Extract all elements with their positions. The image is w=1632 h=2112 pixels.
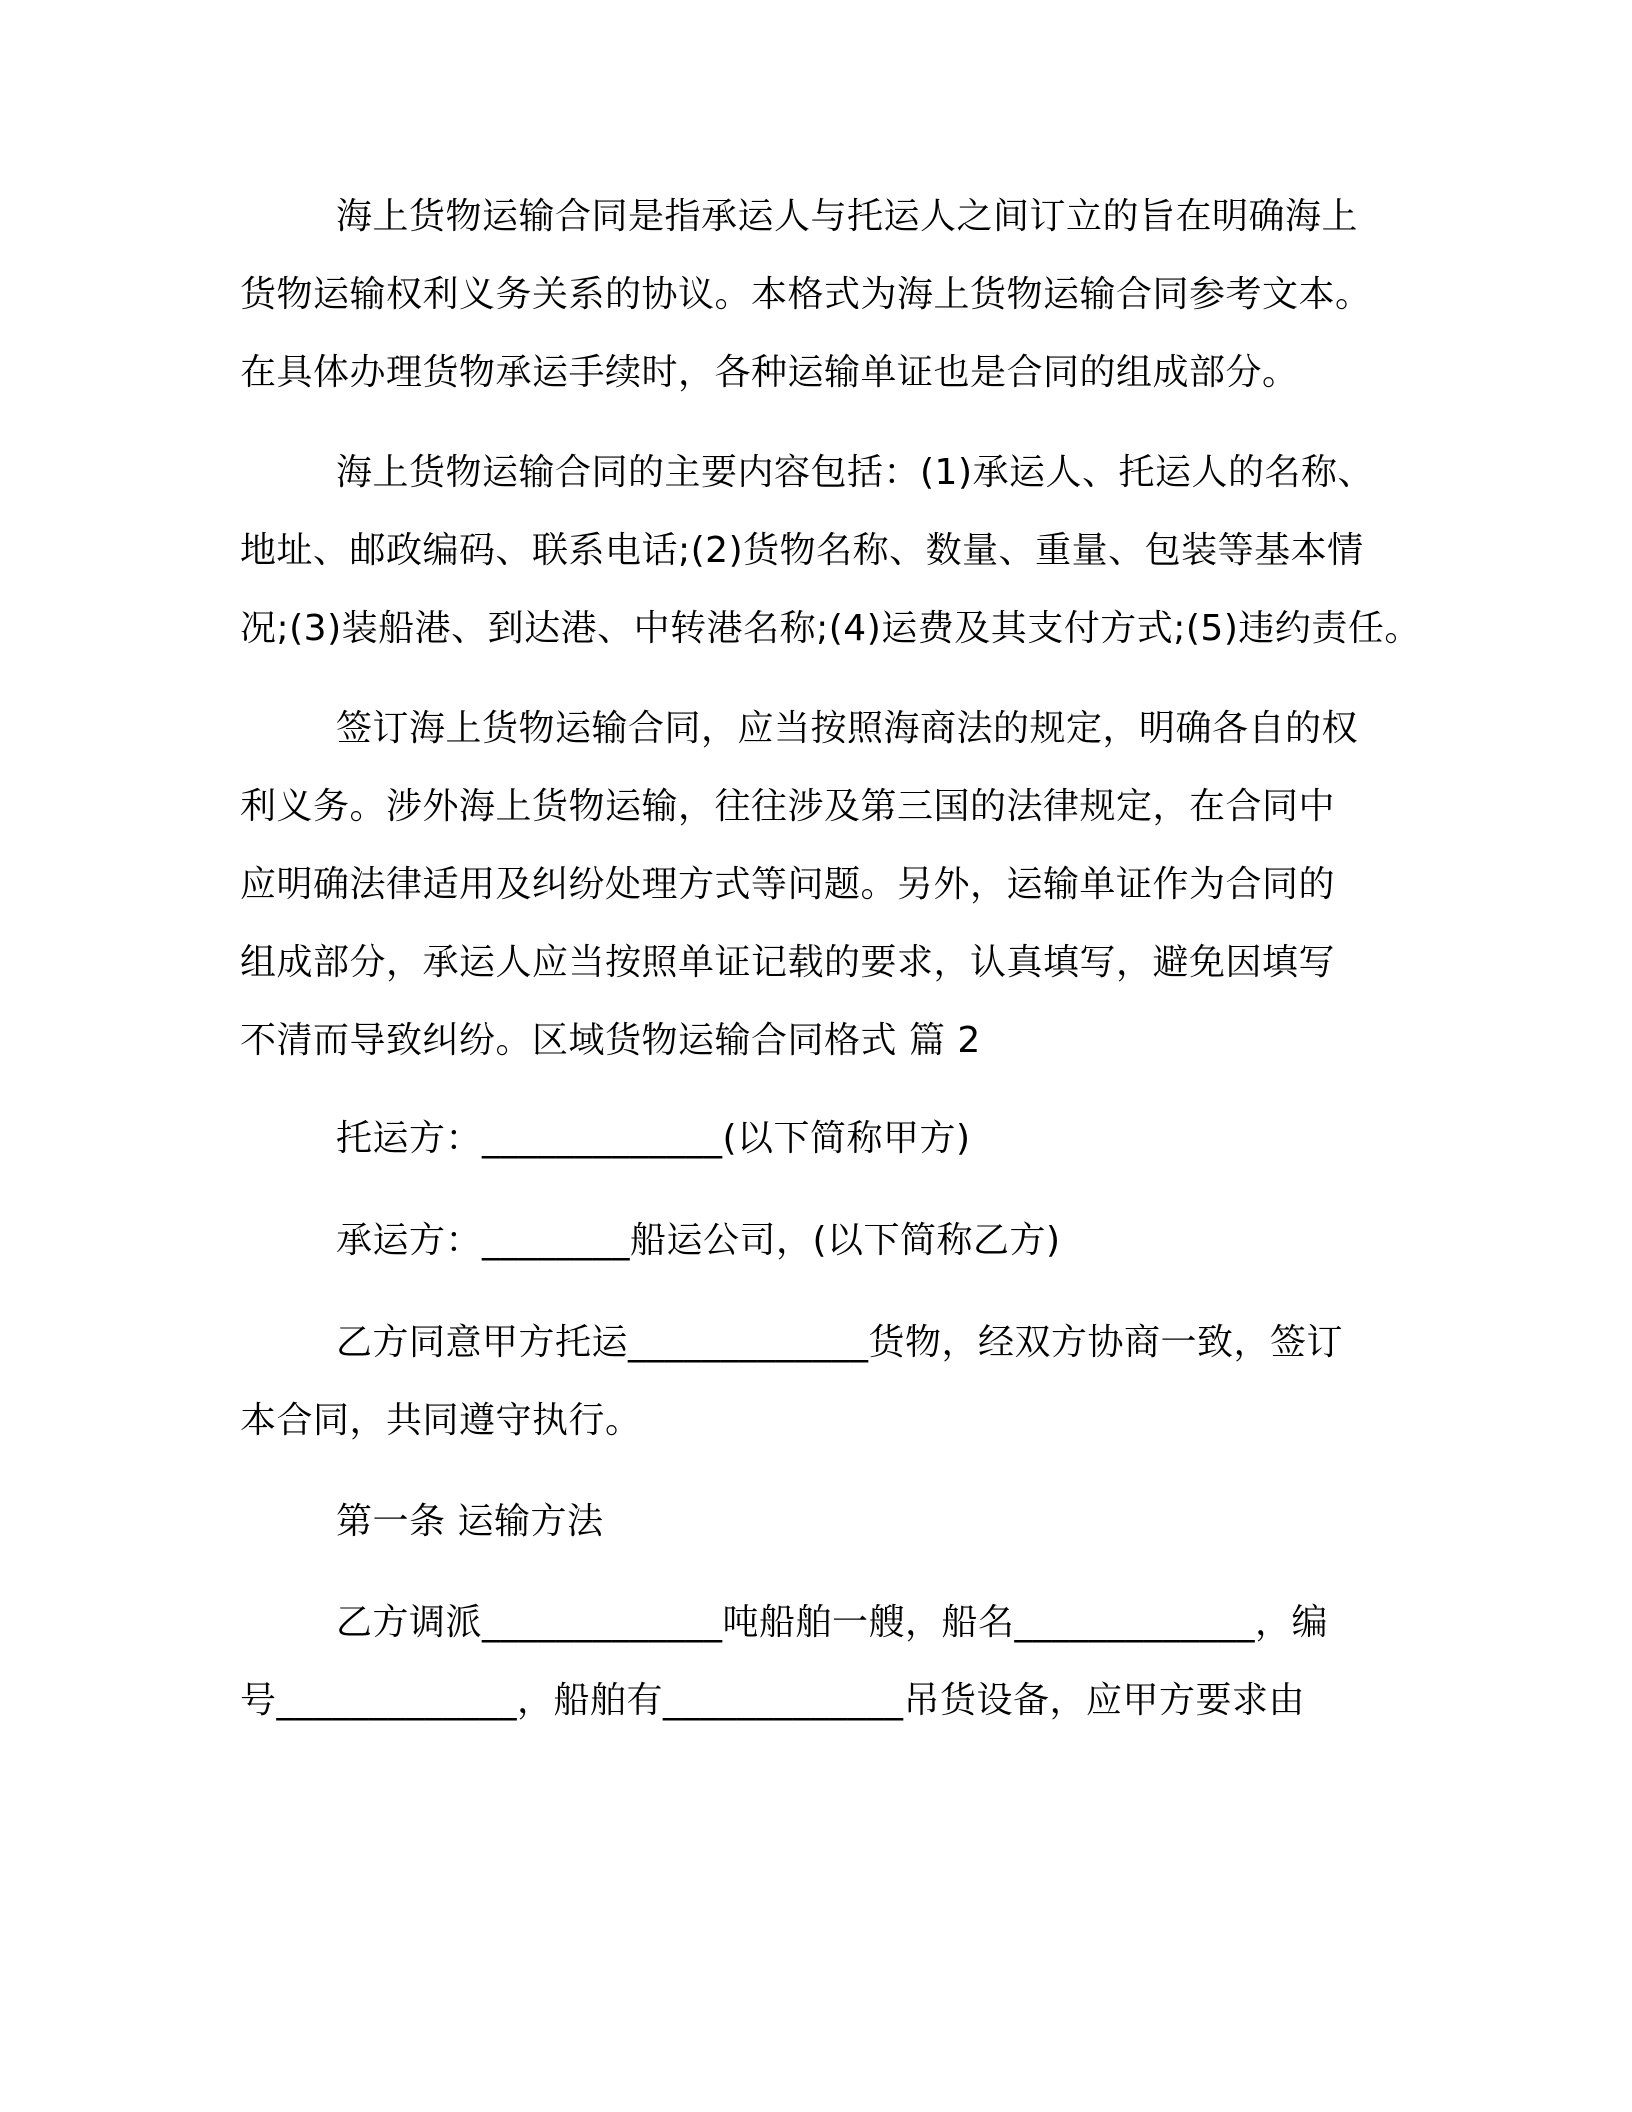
paragraph-line: 号_____________，船舶有_____________吊货设备，应甲方要求由 [240, 1680, 1306, 1721]
paragraph-line: 货物运输权利义务关系的协议。本格式为海上货物运输合同参考文本。 [240, 274, 1372, 315]
paragraph-line: 海上货物运输合同的主要内容包括：(1)承运人、托运人的名称、 [336, 452, 1374, 493]
paragraph-agreement [240, 1304, 1420, 1460]
paragraph-line: 不清而导致纠纷。区域货物运输合同格式 篇 2 [240, 1020, 981, 1061]
paragraph-transport [240, 1584, 1420, 1740]
article-heading [240, 1483, 1420, 1561]
paragraph-3 [240, 690, 1420, 1080]
paragraph-line: 签订海上货物运输合同，应当按照海商法的规定，明确各自的权 [336, 708, 1359, 749]
carrier-line [240, 1202, 1420, 1280]
paragraph-line: 本合同，共同遵守执行。 [240, 1400, 642, 1441]
paragraph-line: 乙方同意甲方托运_____________货物，经双方协商一致，签订 [336, 1322, 1344, 1363]
paragraph-line: 在具体办理货物承运手续时，各种运输单证也是合同的组成部分。 [240, 352, 1299, 393]
paragraph-line: 海上货物运输合同是指承运人与托运人之间订立的旨在明确海上 [336, 196, 1359, 237]
shipper-line [240, 1100, 1420, 1178]
paragraph-line: 组成部分，承运人应当按照单证记载的要求，认真填写，避免因填写 [240, 942, 1336, 983]
paragraph-line: 地址、邮政编码、联系电话;(2)货物名称、数量、重量、包装等基本情 [240, 530, 1364, 571]
paragraph-line: 第一条 运输方法 [336, 1501, 604, 1542]
paragraph-line: 利义务。涉外海上货物运输，往往涉及第三国的法律规定，在合同中 [240, 786, 1336, 827]
paragraph-line: 乙方调派_____________吨船舶一艘，船名_____________，编 [336, 1602, 1329, 1643]
paragraph-line: 况;(3)装船港、到达港、中转港名称;(4)运费及其支付方式;(5)违约责任。 [240, 608, 1421, 649]
paragraph-line: 承运方：________船运公司，(以下简称乙方) [336, 1220, 1061, 1261]
paragraph-1 [240, 178, 1420, 412]
paragraph-line: 应明确法律适用及纠纷处理方式等问题。另外，运输单证作为合同的 [240, 864, 1336, 905]
paragraph-2 [240, 434, 1420, 668]
paragraph-line: 托运方：_____________(以下简称甲方) [336, 1118, 971, 1159]
